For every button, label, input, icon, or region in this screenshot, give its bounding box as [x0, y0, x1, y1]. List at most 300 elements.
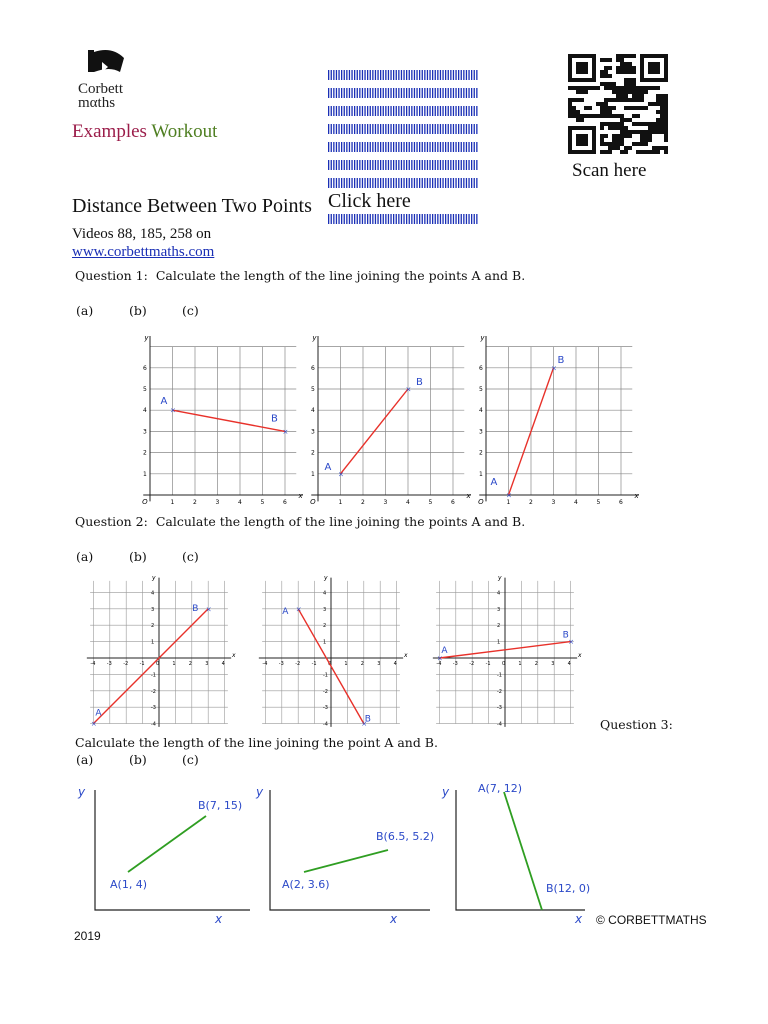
barcode-bar	[403, 214, 404, 224]
y-axis-label: y	[256, 785, 264, 799]
part-a: (a)	[76, 752, 94, 767]
barcode-bar	[422, 88, 423, 98]
qr-module	[632, 86, 636, 90]
qr-module	[648, 122, 652, 126]
barcode-bar	[450, 124, 451, 134]
barcode-bar	[401, 178, 402, 188]
barcode-bar	[401, 142, 402, 152]
barcode-bar	[380, 124, 381, 134]
barcode-bar	[328, 142, 329, 152]
barcode-bar	[362, 106, 363, 116]
barcode-bar	[364, 160, 365, 170]
qr-module	[644, 122, 648, 126]
barcode-bar	[411, 160, 412, 170]
barcode-bar	[341, 178, 342, 188]
qr-module	[664, 138, 668, 142]
qr-module	[640, 150, 644, 154]
barcode-bar	[396, 106, 397, 116]
qr-module	[592, 86, 596, 90]
barcode-bar	[336, 160, 337, 170]
q3b-point-b: B(6.5, 5.2)	[376, 830, 435, 843]
qr-module	[604, 134, 608, 138]
barcode-bar	[448, 70, 449, 80]
barcode-bar	[411, 88, 412, 98]
qr-module	[616, 58, 620, 62]
qr-module	[568, 114, 572, 118]
qr-module	[664, 114, 668, 118]
barcode-bar	[359, 88, 360, 98]
barcode-bar	[346, 160, 347, 170]
qr-module	[600, 126, 604, 130]
barcode-bar	[409, 124, 410, 134]
barcode-bar	[344, 178, 345, 188]
barcode-bar	[455, 124, 456, 134]
barcode-bar	[448, 124, 449, 134]
qr-module	[648, 126, 652, 130]
qr-module	[620, 66, 624, 70]
barcode-bar	[388, 88, 389, 98]
qr-module	[656, 150, 660, 154]
y-tick-label: 6	[479, 364, 483, 372]
x-tick-label: 5	[596, 499, 601, 506]
qr-module	[612, 98, 616, 102]
barcode-bar	[385, 70, 386, 80]
barcode-bar	[338, 88, 339, 98]
barcode-bar	[362, 124, 363, 134]
qr-module	[588, 114, 592, 118]
qr-module	[664, 150, 668, 154]
barcode-bar	[437, 214, 438, 224]
barcode-bar	[393, 124, 394, 134]
point-marker: ×	[282, 427, 289, 436]
qr-module	[624, 134, 628, 138]
barcode-bar	[414, 178, 415, 188]
barcode-bar	[364, 70, 365, 80]
part-b: (b)	[129, 303, 147, 318]
barcode-bar	[349, 124, 350, 134]
barcode-bar	[445, 142, 446, 152]
qr-module	[644, 138, 648, 142]
barcode-bar	[461, 214, 462, 224]
x-tick-label: 6	[451, 499, 455, 506]
qr-module	[584, 86, 588, 90]
barcode-bar	[416, 70, 417, 80]
barcode-bar	[424, 142, 425, 152]
x-tick-label: -1	[139, 661, 145, 667]
qr-module	[632, 142, 636, 146]
barcode-bar	[354, 178, 355, 188]
qr-module	[628, 62, 632, 66]
barcode-bar	[453, 178, 454, 188]
qr-module	[616, 126, 620, 130]
barcode-bar	[474, 142, 475, 152]
barcode-bar	[364, 214, 365, 224]
barcode-bar	[409, 88, 410, 98]
qr-module	[604, 106, 608, 110]
barcode-bar	[474, 214, 475, 224]
qr-module	[596, 86, 600, 90]
barcode-bar	[390, 124, 391, 134]
barcode-bar	[383, 106, 384, 116]
barcode-bar	[419, 88, 420, 98]
qr-module	[660, 94, 664, 98]
barcode-bar	[414, 70, 415, 80]
qr-module	[656, 110, 660, 114]
barcode-bar	[362, 88, 363, 98]
barcode-bar	[427, 178, 428, 188]
qr-module	[592, 114, 596, 118]
x-tick-label: -3	[278, 661, 284, 667]
qr-module	[628, 54, 632, 58]
barcode-bar	[448, 160, 449, 170]
barcode-bar	[333, 106, 334, 116]
barcode-bar	[453, 106, 454, 116]
barcode-bar	[380, 214, 381, 224]
barcode-bar	[357, 124, 358, 134]
barcode-bar	[398, 178, 399, 188]
barcode-bar	[344, 214, 345, 224]
barcode-bar	[476, 106, 477, 116]
qr-module	[656, 86, 660, 90]
barcode-bar	[344, 124, 345, 134]
x-tick-label: -2	[123, 661, 129, 667]
barcode-bar	[427, 214, 428, 224]
q3a-point-b: B(7, 15)	[198, 799, 243, 812]
barcode-bar	[466, 178, 467, 188]
y-axis-label: y	[144, 334, 149, 343]
barcode-bar	[341, 160, 342, 170]
barcode-bar	[385, 178, 386, 188]
barcode-bar	[349, 70, 350, 80]
barcode-bar	[370, 106, 371, 116]
barcode-bar	[390, 142, 391, 152]
qr-module	[604, 142, 608, 146]
x-tick-label: -4	[90, 661, 96, 667]
qr-module	[656, 102, 660, 106]
point-a-label: A	[160, 396, 168, 408]
x-tick-label: 2	[360, 661, 364, 667]
qr-module	[624, 82, 628, 86]
qr-module	[616, 142, 620, 146]
barcode-bar	[468, 214, 469, 224]
x-axis-label: x	[231, 652, 236, 659]
q1-graph-b	[310, 334, 471, 506]
barcode-bar	[398, 142, 399, 152]
qr-module	[624, 54, 628, 58]
y-axis-label: y	[78, 785, 86, 799]
barcode-bar	[346, 178, 347, 188]
qr-module	[644, 130, 648, 134]
qr-module	[624, 86, 628, 90]
q3-graph-a	[77, 785, 250, 926]
barcode-bar	[427, 124, 428, 134]
barcode-bar	[463, 88, 464, 98]
y-tick-label: 3	[311, 428, 315, 436]
point-marker: ×	[506, 491, 512, 500]
barcode-bar	[403, 88, 404, 98]
barcode-bar	[396, 70, 397, 80]
qr-module	[628, 146, 632, 150]
qr-module	[636, 122, 640, 126]
barcode-bar	[463, 160, 464, 170]
scan-here-label: Scan here	[572, 160, 647, 181]
point-b-label: B	[271, 413, 278, 425]
qr-module	[568, 102, 572, 106]
qr-module	[664, 94, 668, 98]
barcode-bar	[432, 124, 433, 134]
barcode-bar	[450, 214, 451, 224]
qr-module	[664, 122, 668, 126]
barcode-bar	[390, 106, 391, 116]
qr-module	[648, 102, 652, 106]
barcode-bar	[476, 160, 477, 170]
barcode-bar	[354, 142, 355, 152]
barcode-bar	[396, 124, 397, 134]
barcode-bar	[351, 160, 352, 170]
qr-module	[664, 98, 668, 102]
barcode-bar	[370, 142, 371, 152]
barcode-bar	[435, 142, 436, 152]
barcode-bar	[344, 88, 345, 98]
qr-module	[664, 146, 668, 150]
x-axis-label: x	[403, 652, 408, 659]
barcode-bar	[427, 160, 428, 170]
barcode-bar	[403, 142, 404, 152]
barcode-bar	[422, 214, 423, 224]
barcode-bar	[393, 106, 394, 116]
qr-module	[568, 106, 572, 110]
barcode-bar	[357, 88, 358, 98]
barcode-bar	[411, 70, 412, 80]
barcode-bar	[372, 88, 373, 98]
barcode-bar	[372, 142, 373, 152]
barcode-bar	[461, 142, 462, 152]
barcode-bar	[432, 142, 433, 152]
click-here-link[interactable]: Click here	[328, 190, 411, 212]
barcode-bar	[331, 160, 332, 170]
point-marker: ×	[568, 638, 574, 647]
barcode-bar	[455, 106, 456, 116]
qr-module	[600, 74, 604, 78]
origin-label: O	[142, 498, 148, 506]
point-b-label: B	[192, 603, 199, 614]
qr-module	[608, 146, 612, 150]
barcode-bar	[385, 160, 386, 170]
qr-module	[580, 118, 584, 122]
barcode-bar	[466, 70, 467, 80]
barcode-bar	[388, 160, 389, 170]
barcode-bar	[419, 142, 420, 152]
barcode-bar	[333, 124, 334, 134]
qr-module	[648, 150, 652, 154]
barcode-bar	[351, 214, 352, 224]
x-tick-label: 3	[205, 661, 209, 667]
barcode-bar	[448, 214, 449, 224]
qr-module	[656, 146, 660, 150]
barcode-bar	[476, 88, 477, 98]
barcode-bar	[455, 214, 456, 224]
barcode-bar	[367, 124, 368, 134]
barcode-bar	[357, 178, 358, 188]
qr-module	[648, 86, 652, 90]
x-tick-label: -3	[452, 661, 458, 667]
barcode-bar	[424, 160, 425, 170]
qr-module	[652, 126, 656, 130]
barcode-bar	[422, 106, 423, 116]
x-tick-label: -3	[106, 661, 112, 667]
y-tick-label: 4	[479, 407, 483, 415]
qr-module	[604, 66, 608, 70]
qr-module	[620, 142, 624, 146]
barcode-bar	[362, 160, 363, 170]
y-tick-label: 5	[311, 386, 315, 393]
x-tick-label: -1	[311, 661, 317, 667]
y-tick-label: -1	[151, 672, 156, 679]
barcode-bar	[357, 106, 358, 116]
barcode-bar	[364, 106, 365, 116]
barcode-bar	[406, 106, 407, 116]
barcode-bar	[388, 214, 389, 224]
barcode-bar	[468, 106, 469, 116]
y-tick-label: -4	[151, 721, 156, 728]
title-workout: Workout	[151, 121, 218, 142]
barcode-bar	[364, 178, 365, 188]
qr-module	[624, 70, 628, 74]
x-axis-label: x	[575, 912, 583, 926]
q2-graph-b	[259, 574, 408, 728]
barcode-bar	[432, 178, 433, 188]
barcode-bar	[357, 160, 358, 170]
y-tick-label: 1	[151, 639, 155, 646]
barcode-bar	[393, 142, 394, 152]
x-tick-label: -4	[262, 661, 268, 667]
barcode-bar	[390, 88, 391, 98]
point-a-label: A	[282, 606, 289, 617]
barcode-bar	[333, 160, 334, 170]
barcode-bar	[357, 214, 358, 224]
barcode-bar	[463, 124, 464, 134]
point-marker: ×	[205, 605, 212, 614]
barcode-bar	[450, 160, 451, 170]
x-tick-label: 5	[428, 499, 433, 506]
barcode-bar	[461, 178, 462, 188]
q2-graph-c	[433, 574, 582, 727]
barcode-bar	[458, 160, 459, 170]
barcode-bar	[357, 142, 358, 152]
barcode-bar	[448, 106, 449, 116]
website-link[interactable]: www.corbettmaths.com	[72, 244, 215, 260]
qr-module	[612, 122, 616, 126]
barcode-bar	[416, 178, 417, 188]
qr-module	[624, 118, 628, 122]
barcode-bar	[383, 214, 384, 224]
x-tick-label: 3	[377, 661, 381, 667]
qr-module	[580, 90, 584, 94]
barcode-bar	[331, 214, 332, 224]
barcode-bar	[328, 124, 329, 134]
barcode-bar	[466, 106, 467, 116]
barcode-bar	[414, 106, 415, 116]
barcode-bar	[471, 106, 472, 116]
x-tick-label: -1	[485, 661, 491, 667]
qr-module	[572, 106, 576, 110]
qr-module	[612, 126, 616, 130]
barcode-bar	[377, 160, 378, 170]
x-tick-label: 4	[406, 499, 410, 506]
y-axis-label: y	[324, 574, 328, 582]
qr-module	[628, 86, 632, 90]
barcode-bar	[388, 178, 389, 188]
barcode-bar	[336, 178, 337, 188]
point-b-label: B	[364, 714, 371, 725]
barcode-bar	[442, 160, 443, 170]
barcode-bar	[427, 142, 428, 152]
barcode-bar	[463, 142, 464, 152]
question-2-parts	[76, 549, 235, 564]
x-tick-label: 3	[383, 499, 388, 506]
qr-module	[664, 110, 668, 114]
barcode-bar	[375, 124, 376, 134]
qr-module	[600, 102, 604, 106]
barcode-bar	[435, 106, 436, 116]
barcode-bar	[328, 88, 329, 98]
barcode-bar	[388, 70, 389, 80]
qr-module	[576, 86, 580, 90]
barcode-bar	[471, 160, 472, 170]
q3c-point-a: A(7, 12)	[478, 782, 523, 795]
barcode-bar	[328, 106, 329, 116]
barcode-bar	[377, 214, 378, 224]
point-a-label: A	[324, 461, 332, 473]
y-axis-label: y	[442, 785, 450, 799]
barcode-bar	[409, 70, 410, 80]
qr-module	[620, 114, 624, 118]
qr-module	[624, 90, 628, 94]
qr-code-icon[interactable]	[568, 54, 668, 154]
qr-module	[572, 110, 576, 114]
qr-module	[632, 98, 636, 102]
y-tick-label: -4	[497, 721, 502, 728]
barcode-bar	[442, 178, 443, 188]
qr-module	[624, 150, 628, 154]
qr-module	[600, 58, 604, 62]
x-tick-label: 1	[172, 661, 176, 667]
barcode-bar	[435, 70, 436, 80]
qr-module	[604, 82, 608, 86]
qr-module	[612, 134, 616, 138]
point-marker: ×	[295, 605, 302, 614]
barcode-bar	[390, 160, 391, 170]
qr-module	[644, 90, 648, 94]
question-2-label: Question 2:	[75, 514, 148, 529]
qr-module	[660, 146, 664, 150]
qr-module	[580, 86, 584, 90]
barcode-bar	[461, 106, 462, 116]
qr-module	[636, 130, 640, 134]
barcode-bar	[383, 70, 384, 80]
qr-module	[656, 98, 660, 102]
qr-module	[604, 102, 608, 106]
barcode-bar	[453, 214, 454, 224]
qr-module	[664, 134, 668, 138]
qr-module	[632, 66, 636, 70]
barcode-bar	[455, 160, 456, 170]
qr-module	[656, 130, 660, 134]
barcode-bar	[359, 160, 360, 170]
question-3-parts	[76, 752, 235, 767]
barcode-bar	[424, 214, 425, 224]
barcode-bar	[458, 124, 459, 134]
